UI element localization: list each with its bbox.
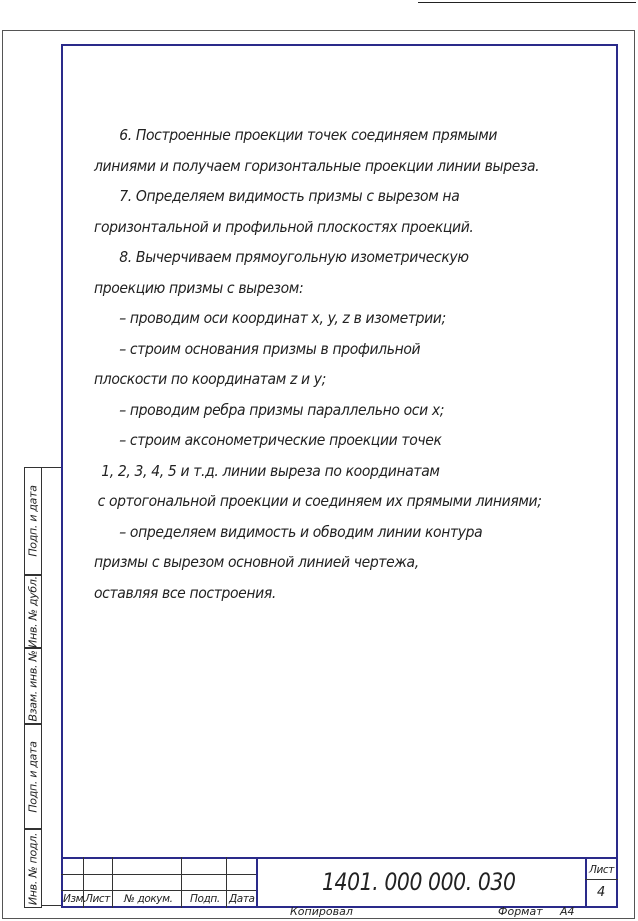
- title-divider: [585, 857, 587, 908]
- text-line: плоскости по координатам z и y;: [94, 370, 327, 388]
- top-edge-line: [418, 2, 636, 3]
- title-label-data: Дата: [229, 893, 255, 905]
- title-divider: [112, 857, 113, 908]
- text-line: оставляя все построения.: [94, 583, 276, 602]
- text-line: 6. Построенные проекции точек соединяем прямыми: [119, 126, 498, 144]
- text-line: 1, 2, 3, 4, 5 и т.д. линии выреза по координатам: [101, 461, 440, 480]
- title-label-list: Лист: [85, 893, 111, 905]
- sheet-number: 4: [597, 885, 605, 900]
- text-line: – строим основания призмы в профильной: [119, 339, 421, 358]
- side-cell-inv-dubl: [24, 575, 42, 648]
- side-stamp-value-column: [42, 467, 61, 906]
- title-label-izm: Изм.: [63, 893, 87, 905]
- text-line: 8. Вычерчиваем прямоугольную изометрическую: [119, 248, 469, 266]
- side-cell-sign-date-1: [24, 467, 42, 575]
- text-line: проекцию призмы с вырезом:: [94, 278, 304, 297]
- title-label-podp: Подп.: [190, 893, 220, 905]
- body-text: [94, 120, 562, 608]
- copied-label: Копировал: [290, 905, 353, 918]
- text-line: линиями и получаем горизонтальные проекции линии выреза.: [94, 156, 540, 175]
- sheet-label: Лист: [589, 864, 615, 876]
- side-cell-inv-podl: [24, 829, 42, 908]
- side-label-vzam-inv: Взам. инв. №: [26, 650, 40, 722]
- title-divider: [256, 857, 258, 908]
- title-divider: [181, 857, 182, 908]
- text-line: горизонтальной и профильной плоскостях проекций.: [94, 217, 474, 236]
- side-cell-vzam-inv: [24, 648, 42, 724]
- text-line: – проводим ребра призмы параллельно оси x;: [119, 400, 445, 419]
- side-label-sign-date-2: Подп. и дата: [26, 740, 40, 813]
- title-divider: [226, 857, 227, 908]
- document-code: 1401. 000 000. 030: [322, 868, 516, 896]
- format-label: Формат: [498, 905, 543, 918]
- text-line: призмы с вырезом основной линией чертежа,: [94, 553, 419, 571]
- side-label-inv-podl: Инв. № подл.: [26, 832, 40, 905]
- text-line: – строим аксонометрические проекции точек: [119, 431, 442, 449]
- side-cell-sign-date-2: [24, 724, 42, 829]
- text-line: с ортогональной проекции и соединяем их прямыми линиями;: [97, 492, 542, 510]
- format-value: А4: [560, 905, 575, 918]
- title-row-line: [61, 874, 256, 875]
- text-line: 7. Определяем видимость призмы с вырезом на: [119, 187, 460, 205]
- text-line: – определяем видимость и обводим линии контура: [119, 522, 483, 541]
- side-label-inv-dubl: Инв. № дубл.: [26, 575, 40, 648]
- title-label-n-dokum: № докум.: [124, 893, 173, 905]
- title-row-line: [585, 879, 618, 880]
- title-row-line: [61, 890, 256, 891]
- side-label-sign-date-1: Подп. и дата: [26, 485, 40, 557]
- text-line: – проводим оси координат x, y, z в изометрии;: [119, 309, 446, 327]
